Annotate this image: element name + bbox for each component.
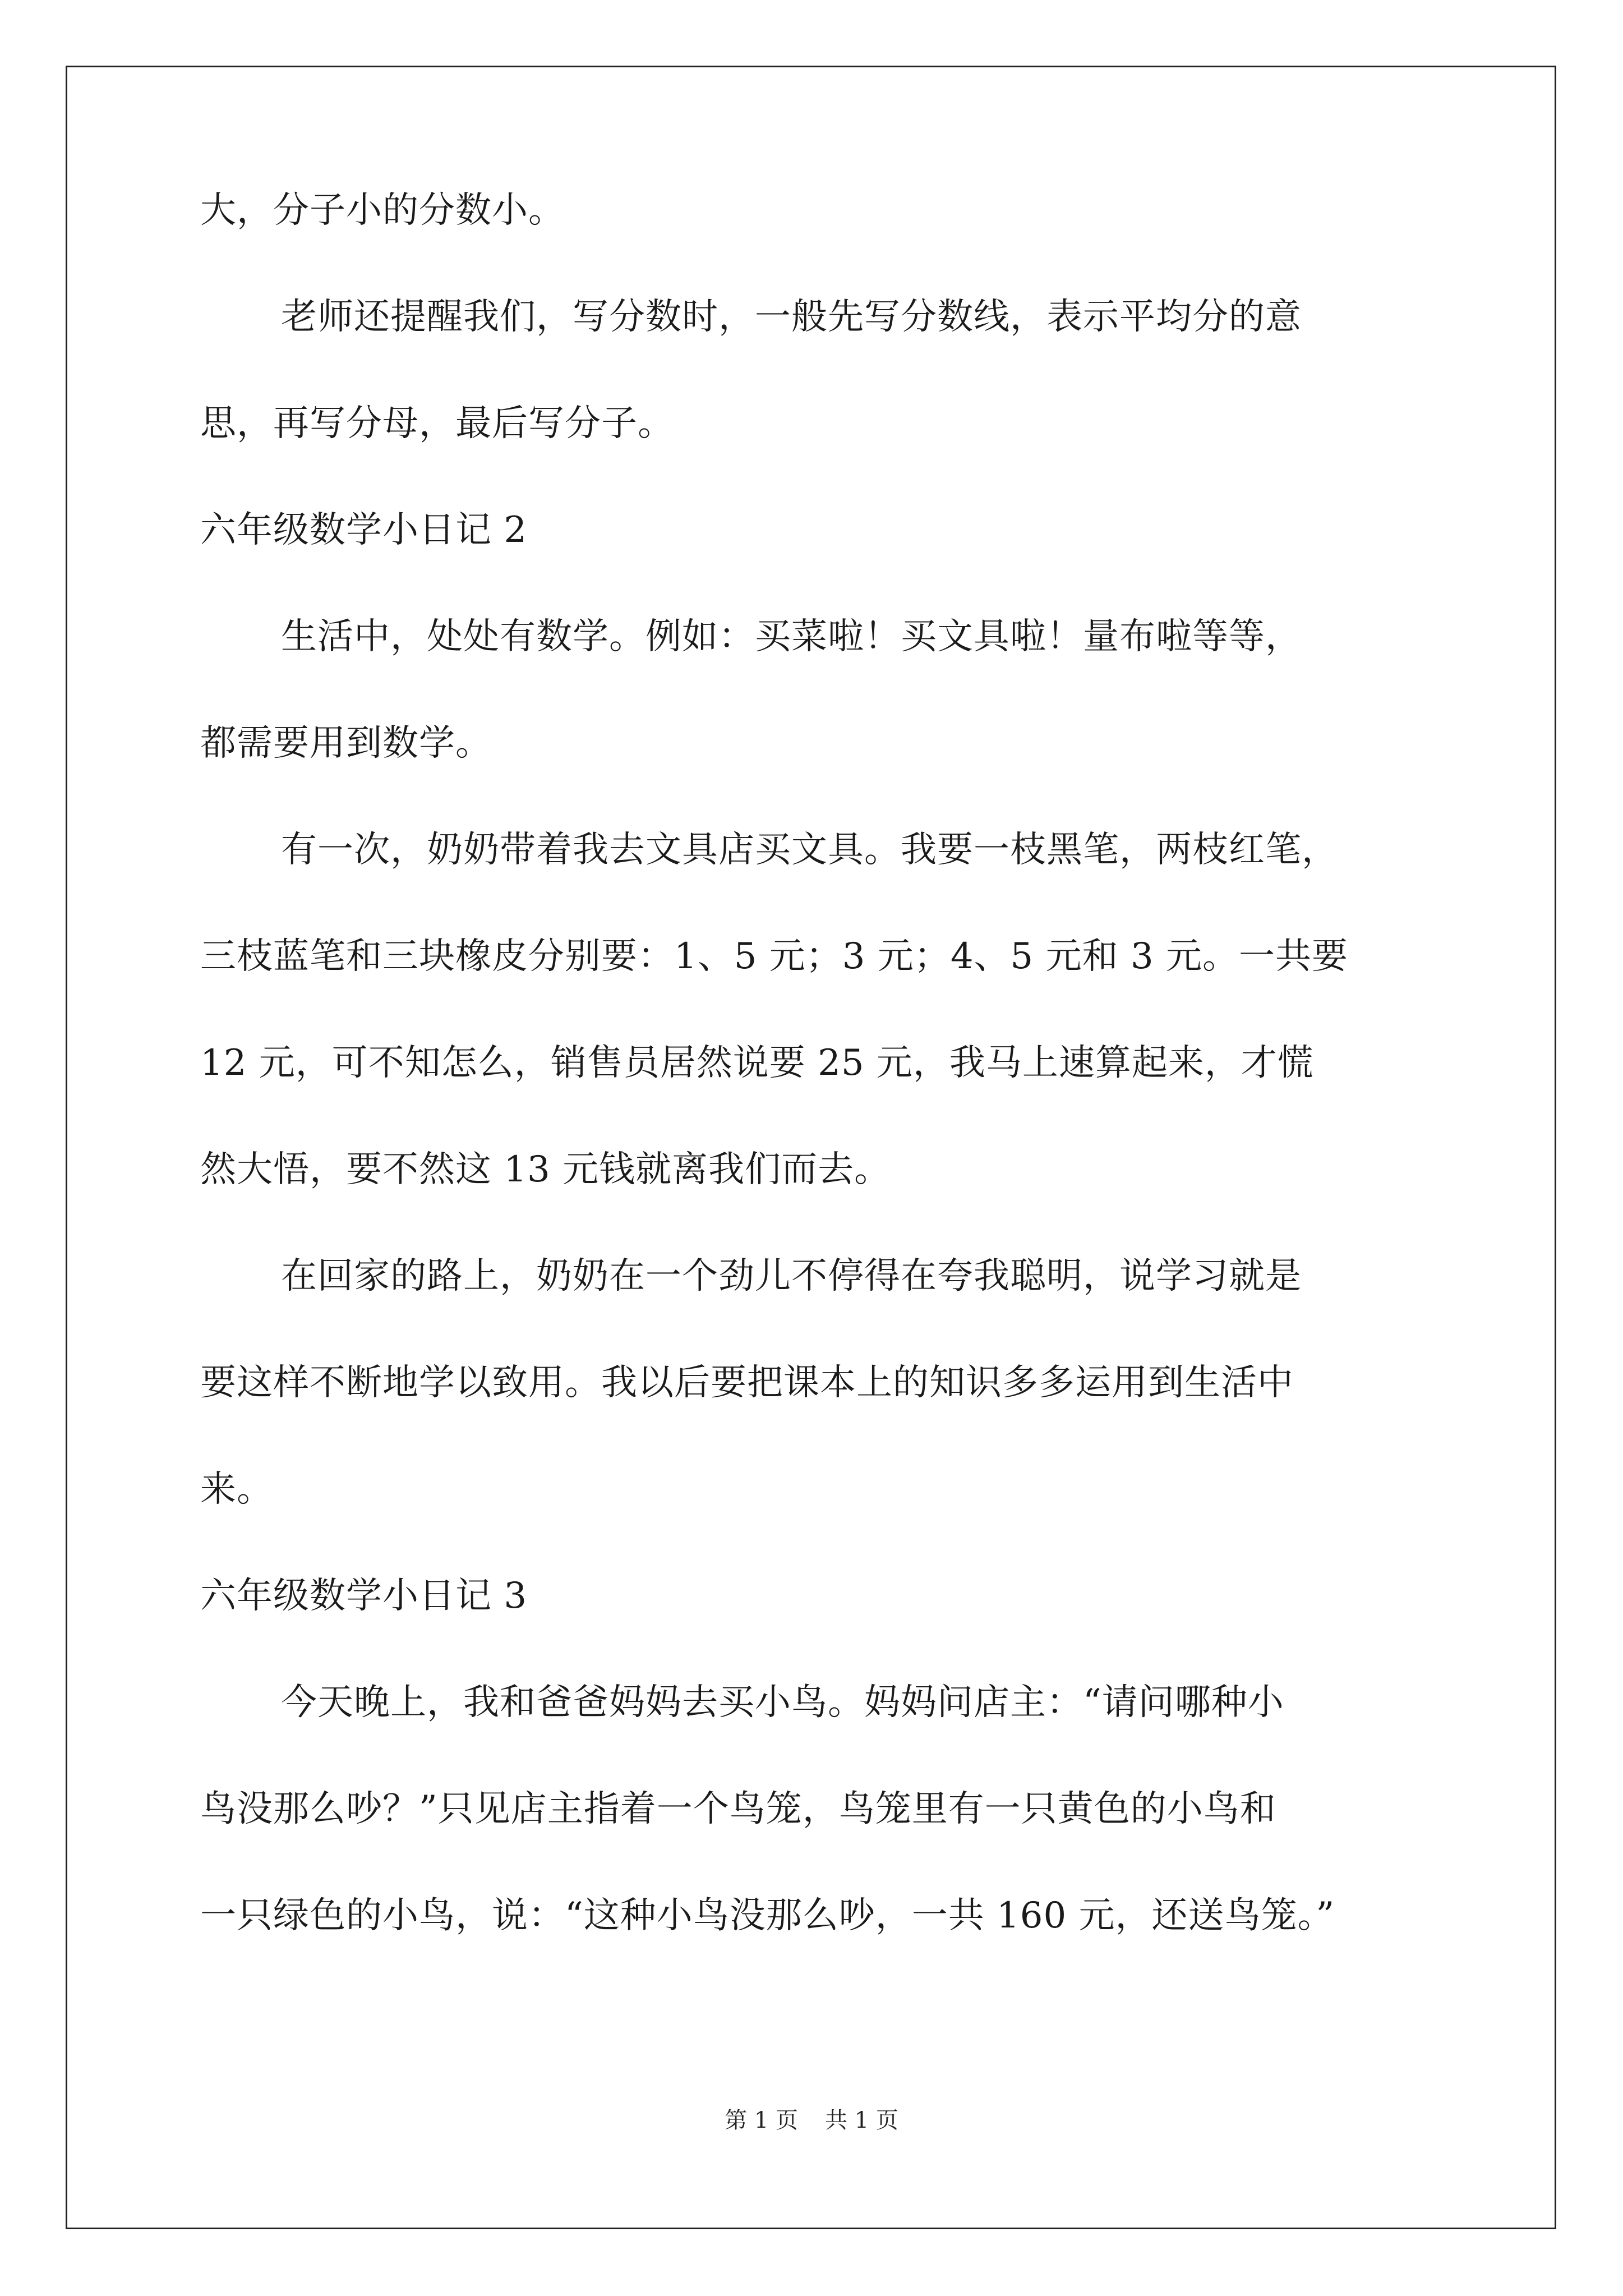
- page-footer: [0, 2105, 1623, 2136]
- text-line: 然大悟，要不然这 13 元钱就离我们而去。: [200, 1149, 891, 1190]
- text-line: 大，分子小的分数小。: [200, 190, 565, 231]
- text-line: 来。: [200, 1469, 273, 1510]
- text-line: 12 元，可不知怎么，销售员居然说要 25 元，我马上速算起来，才慌: [200, 1042, 1314, 1084]
- text-line: 生活中，处处有数学。例如：买菜啦！买文具啦！量布啦等等，: [281, 616, 1302, 657]
- text-line: 老师还提醒我们，写分数时，一般先写分数线，表示平均分的意: [281, 296, 1302, 338]
- page-count: 共 1 页: [825, 2108, 898, 2133]
- section-heading: 六年级数学小日记 2: [200, 509, 528, 551]
- text-line: 要这样不断地学以致用。我以后要把课本上的知识多多运用到生活中: [200, 1362, 1294, 1404]
- page-number: 第 1 页: [725, 2108, 798, 2133]
- text-line: 一只绿色的小鸟，说：“这种小鸟没那么吵，一共 160 元，还送鸟笼。”: [200, 1895, 1335, 1936]
- text-line: 今天晚上，我和爸爸妈妈去买小鸟。妈妈问店主：“请问哪种小: [281, 1682, 1284, 1723]
- text-line: 有一次，奶奶带着我去文具店买文具。我要一枝黑笔，两枝红笔，: [281, 829, 1338, 871]
- text-line: 三枝蓝笔和三块橡皮分别要：1、5 元；3 元；4、5 元和 3 元。一共要: [200, 936, 1349, 977]
- text-line: 思，再写分母，最后写分子。: [200, 403, 674, 444]
- text-line: 在回家的路上，奶奶在一个劲儿不停得在夸我聪明，说学习就是: [281, 1255, 1302, 1297]
- text-line: 都需要用到数学。: [200, 723, 492, 764]
- text-line: 鸟没那么吵？”只见店主指着一个鸟笼，鸟笼里有一只黄色的小鸟和: [200, 1788, 1276, 1830]
- section-heading: 六年级数学小日记 3: [200, 1575, 528, 1617]
